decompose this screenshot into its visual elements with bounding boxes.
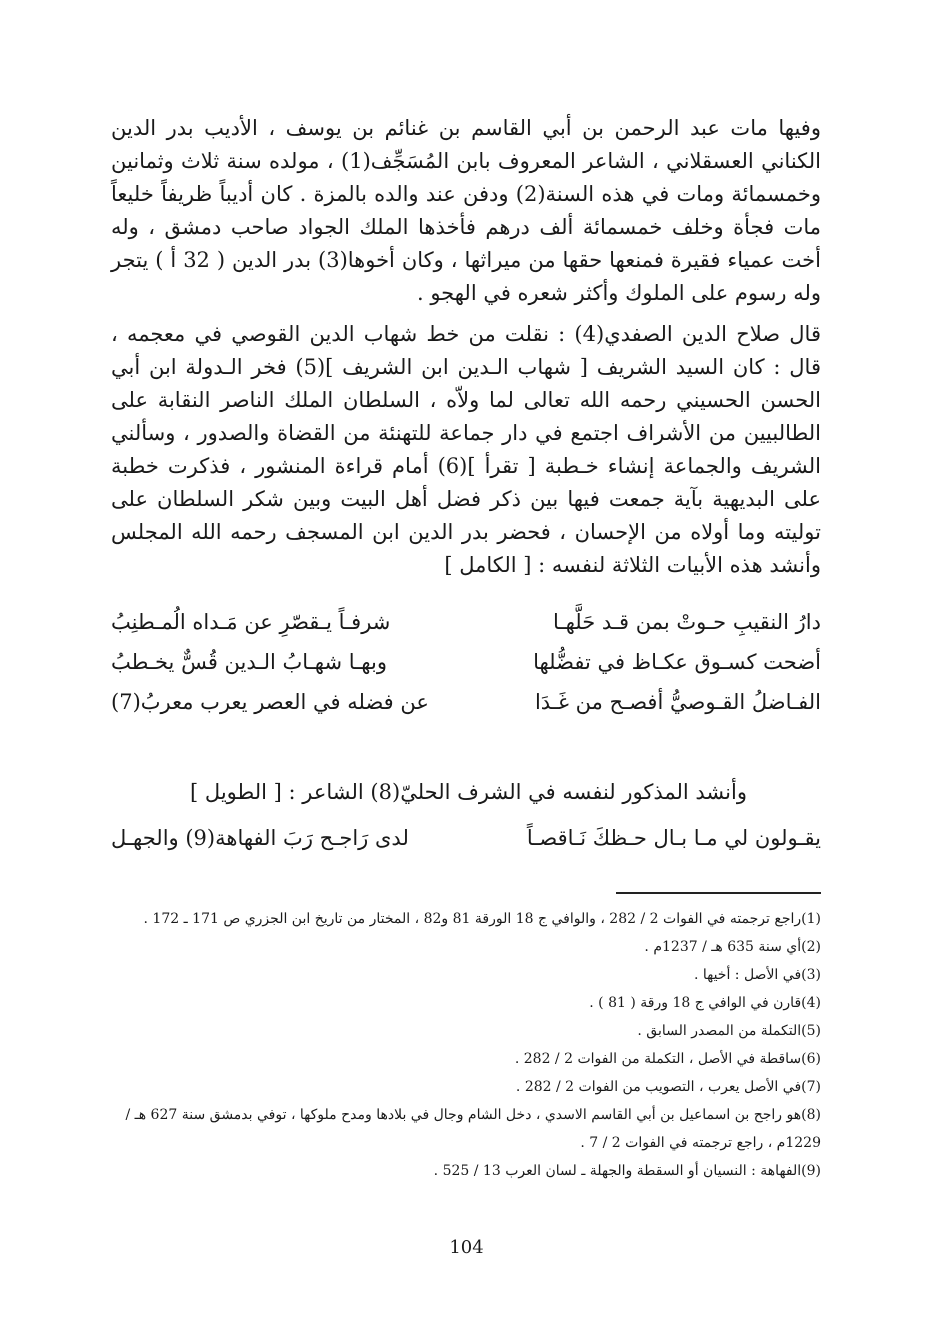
footnotes (106, 905, 821, 1185)
footnote: (8)هو راجح بن اسماعيل بن أبي القاسم الاسدي ، دخل الشام وجال في بلادها ومدح ملوكها ، توفي بدمشق سنة 627 هـ / 1229م ، راجع ترجمته في الفوات 2 / 7 . (125, 1107, 821, 1151)
verse-first-hemistich: يقـولون لي مـا بـال حـظكَ نَـاقصـاً (526, 826, 821, 850)
verse-line (111, 826, 821, 850)
footnote: (3)في الأصل : أخيها . (693, 967, 821, 983)
verse-second-hemistich: عن فضله في العصر يعرب معربُ(7) (111, 690, 429, 714)
verse-first-hemistich: أضحت كسـوق عكـاظ في تفضُّلها (533, 650, 821, 674)
footnote: (9)الفهاهة : النسيان أو السقطة والجهلة ـ لسان العرب 13 / 525 . (433, 1163, 821, 1179)
body-paragraph: قال صلاح الدين الصفدي(4) : نقلت من خط شهاب الدين القوصي في معجمه ، قال : كان السيد الشريف [ شهاب الـدين ابن الشريف ](5) فخر الـدولة ابن أبي الحسن الحسيني رحمه الله تعالى لما ولاّه ، السلطان الملك الناصر النقابة على الطالبيين من الأشراف اجتمع في دار جماعة للتهنئة من القضاة والصدور ، وسألني الشريف والجماعة إنشاء خـطبة [ تقرأ ](6) أمام قراءة المنشور ، فذكرت خطبة على البديهية بآية جمعت فيها بين ذكر فضل أهل البيت وبين شكر السلطان على توليته وما أولاه من الإحسان ، فحضر بدر الدين ابن المسجف رحمه الله المجلس وأنشد هذه الأبيات الثلاثة لنفسه : [ الكامل ] (111, 322, 821, 577)
body-paragraph: وفيها مات عبد الرحمن بن أبي القاسم بن غنائم بن يوسف ، الأديب بدر الدين الكناني العسقلاني ، الشاعر المعروف بابن المُسَجِّف(1) ، مولده سنة ثلاث وثمانين وخمسمائة ومات في هذه السنة(2) ودفن عند والده بالمزة . كان أديباً ظريفاً خليعاً مات فجأة وخلف خمسمائة ألف درهم فأخذها الملك الجواد صاحب دمشق ، وله أخت عمياء فقيرة فمنعها حقها من ميراثها ، وكان أخوها(3) بدر الدين ( 32 أ ) يتجر وله رسوم على الملوك وأكثر شعره في الهجو . (111, 116, 821, 305)
footnote: (1)راجع ترجمته في الفوات 2 / 282 ، والوافي ج 18 الورقة 81 و82 ، المختار من تاريخ ابن الجزري ص 171 ـ 172 . (143, 911, 821, 927)
footnote: (4)قارن في الوافي ج 18 ورقة ( 81 ) . (589, 995, 821, 1011)
verse-line (111, 642, 821, 682)
footnote: (5)التكملة من المصدر السابق . (637, 1023, 821, 1039)
verse-first-hemistich: الفـاضلُ القـوصيُّ أفصـح من غَـدَا (534, 690, 821, 714)
verse-line (111, 682, 821, 722)
footnote: (6)ساقطة في الأصل ، التكملة من الفوات 2 / 282 . (514, 1051, 821, 1067)
verse-first-hemistich: دارُ النقيبِ حـوتْ بمن قـد حَلَّهـا (553, 610, 821, 634)
verse-second-hemistich: وبهـا شهـابُ الـدين قُسٌّ يخـطبُ (111, 650, 387, 674)
footnote: (7)في الأصل يعرب ، التصويب من الفوات 2 / 282 . (515, 1079, 821, 1095)
footnote-separator (616, 892, 821, 894)
verse-line (111, 602, 821, 642)
footnote: (2)أي سنة 635 هـ / 1237م . (644, 939, 821, 955)
poem-kamil (111, 602, 821, 722)
verse-second-hemistich: لدى رَاجـح رَبَ الفهاهة(9) والجهـل (111, 826, 409, 850)
poem-intro-line: وأنشد المذكور لنفسه في الشرف الحليّ(8) الشاعر : [ الطويل ] (190, 780, 747, 804)
page-number: 104 (449, 1237, 484, 1258)
verse-second-hemistich: شرفـاً يـقصّرِ عن مَـداه الُمـطنِبُ (111, 610, 391, 634)
